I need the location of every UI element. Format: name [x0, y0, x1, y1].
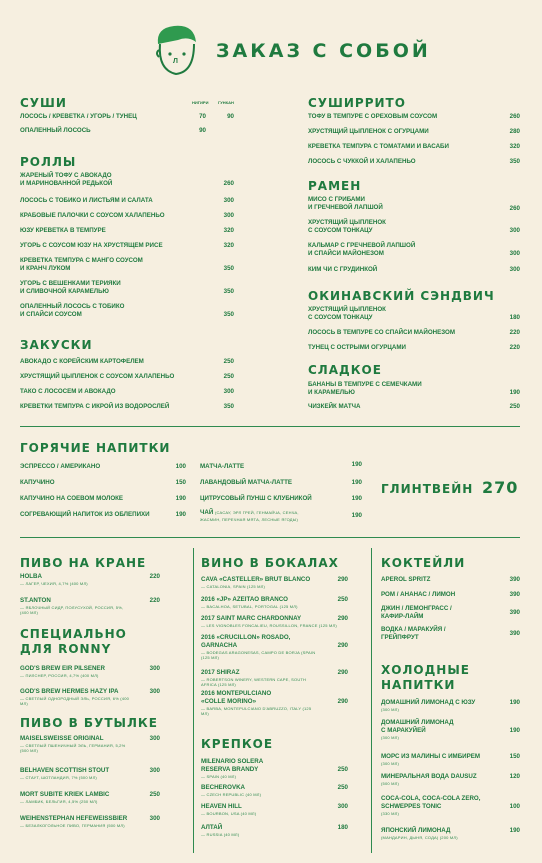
price: 300: [223, 197, 234, 204]
list-item: CAVA «CASTELLER» BRUT BLANCO — CATALONIA, SPAIN (125 МЛ): [201, 576, 311, 589]
column-divider: [193, 548, 194, 853]
list-item: УГОРЬ С ВЕШЕНКАМИ ТЕРИЯКИ И СЛИВОЧНОЙ КАРАМЕЛЬЮ: [20, 280, 121, 295]
hot-title: ГОРЯЧИЕ НАПИТКИ: [20, 441, 171, 455]
list-item: КАЛЬМАР С ГРЕЧНЕВОЙ ЛАПШОЙ И СПАЙСИ МАЙОНЕЗОМ: [308, 242, 416, 257]
list-item: ТУНЕЦ С ОСТРЫМИ ОГУРЦАМИ: [308, 344, 406, 351]
price: 320: [223, 242, 234, 249]
list-item: ST.ANTON — ЯБЛОЧНЫЙ СИДР, ПОЛУСУХОЙ, РОССИЯ, 5%, (400 МЛ): [20, 597, 124, 615]
list-item: 2017 SAINT MARC CHARDONNAY — LES VIGNOBLES FONCALIEU, ROUSSILLON, FRANCE (125 МЛ): [201, 615, 337, 628]
list-item: ЛАВАНДОВЫЙ МАТЧА-ЛАТТЕ: [200, 479, 292, 486]
price: 260: [509, 205, 520, 212]
list-item: ОПАЛЕННЫЙ ЛОСОСЬ: [20, 127, 91, 134]
list-item: WEIHENSTEPHAN HEFEWEISSBIER — БЕЗАЛКОГОЛЬНОЕ ПИВО, ГЕРМАНИЯ (500 МЛ): [20, 815, 128, 828]
ramen-title: РАМЕН: [308, 179, 362, 193]
price: 390: [509, 609, 520, 616]
list-item: BELHAVEN SCOTTISH STOUT — СТАУТ, ШОТЛАНДИЯ, 7% (500 МЛ): [20, 767, 110, 780]
list-item: ЮЗУ КРЕВЕТКА В ТЕМПУРЕ: [20, 227, 106, 234]
price: 100: [175, 463, 186, 470]
list-item: ЦИТРУСОВЫЙ ПУНШ С КЛУБНИКОЙ: [200, 495, 312, 502]
page-title: ЗАКАЗ С СОБОЙ: [216, 40, 431, 62]
list-item: КАПУЧИНО: [20, 479, 55, 486]
price: 350: [223, 265, 234, 272]
list-item: ДОМАШНИЙ ЛИМОНАД С ЮЗУ (300 МЛ): [381, 699, 476, 712]
sushi-col2-header: ГУНКАН: [218, 100, 234, 105]
list-item: МАТЧА-ЛАТТЕ: [200, 463, 245, 470]
snacks-title: ЗАКУСКИ: [20, 338, 93, 352]
list-item: MAISELSWEISSE ORIGINAL — СВЕТЛЫЙ ПШЕНИЧНЫЙ ЭЛЬ, ГЕРМАНИЯ, 5,2% (500 МЛ): [20, 735, 126, 753]
price: 290: [337, 669, 348, 676]
list-item: APEROL SPRITZ: [381, 576, 431, 583]
list-item: КРЕВЕТКА ТЕМПУРА С МАНГО СОУСОМ И КРАНЧ ЛУКОМ: [20, 257, 143, 272]
list-item: РОМ / АНАНАС / ЛИМОН: [381, 591, 456, 598]
list-item: ВОДКА / МАРАКУЙЯ / ГРЕЙПФРУТ: [381, 626, 446, 641]
list-item: HOLBA — ЛАГЕР, ЧЕХИЯ, 4,7% (400 МЛ): [20, 573, 88, 586]
price: 250: [149, 791, 160, 798]
list-item: ОПАЛЕННЫЙ ЛОСОСЬ С ТОБИКО И СПАЙСИ СОУСОМ: [20, 303, 125, 318]
price: 390: [509, 576, 520, 583]
list-item: КРЕВЕТКА ТЕМПУРА С ТОМАТАМИ И ВАСАБИ: [308, 143, 449, 150]
price: 70: [199, 113, 206, 120]
logo: [152, 22, 200, 78]
list-item: ЛОСОСЬ / КРЕВЕТКА / УГОРЬ / ТУНЕЦ: [20, 113, 137, 120]
price: 350: [223, 311, 234, 318]
list-item: ЛОСОСЬ С ТОБИКО И ЛИСТЬЯМ И САЛАТА: [20, 197, 153, 204]
list-item: ТАКО С ЛОСОСЕМ И АВОКАДО: [20, 388, 116, 395]
special-title: СПЕЦИАЛЬНО ДЛЯ RONNY: [20, 627, 127, 656]
list-item: ЧАЙ (САСАУ, ЭРЛ ГРЕЙ, ГЕНМАЙЧА, СЕНЧА, ЖАСМИН, ПЕРЕЧНАЯ МЯТА, ЛЕСНЫЕ ЯГОДЫ): [200, 509, 299, 522]
price: 300: [337, 803, 348, 810]
price: 190: [509, 827, 520, 834]
price: 250: [509, 403, 520, 410]
list-item: МИСО С ГРИБАМИ И ГРЕЧНЕВОЙ ЛАПШОЙ: [308, 196, 383, 211]
cocktails-title: КОКТЕЙЛИ: [381, 556, 466, 570]
sushi-title: СУШИ: [20, 96, 67, 110]
price: 150: [175, 479, 186, 486]
price: 260: [223, 180, 234, 187]
list-item: АВОКАДО С КОРЕЙСКИМ КАРТОФЕЛЕМ: [20, 358, 144, 365]
price: 390: [509, 591, 520, 598]
price: 250: [337, 766, 348, 773]
price: 290: [337, 615, 348, 622]
list-item: КИМ ЧИ С ГРУДИНКОЙ: [308, 266, 378, 273]
list-item: ХРУСТЯЩИЙ ЦЫПЛЕНОК С СОУСОМ ТОНКАЦУ: [308, 306, 386, 321]
list-item: МОРС ИЗ МАЛИНЫ С ИМБИРЕМ (300 МЛ): [381, 753, 480, 766]
price: 120: [509, 773, 520, 780]
list-item: GOD'S BREW EIR PILSENER — ПИЛСНЕР, РОССИЯ, 4,7% (400 МЛ): [20, 665, 106, 678]
cold-title: ХОЛОДНЫЕ НАПИТКИ: [381, 663, 470, 692]
price: 220: [149, 597, 160, 604]
divider: [20, 426, 520, 427]
price: 300: [149, 688, 160, 695]
okinawa-title: ОКИНАВСКИЙ СЭНДВИЧ: [308, 289, 495, 303]
price: 150: [509, 753, 520, 760]
list-item: BECHEROVKA — CZECH REPUBLIC (40 МЛ): [201, 784, 262, 797]
strong-title: КРЕПКОЕ: [201, 737, 274, 751]
list-item: COCA-COLA, COCA-COLA ZERO, SCHWEPPES TONIC (330 МЛ): [381, 795, 481, 816]
list-item: ЭСПРЕССО / АМЕРИКАНО: [20, 463, 101, 470]
gluhwein-price: 270: [482, 478, 519, 497]
price: 190: [351, 479, 362, 486]
logo-text: Л: [173, 58, 178, 65]
price: 290: [337, 576, 348, 583]
price: 190: [509, 727, 520, 734]
price: 300: [509, 250, 520, 257]
list-item: 2016 «JP» AZEITAO BRANCO — BACALHOA, SETUBAL, PORTOGAL (125 МЛ): [201, 596, 298, 609]
price: 320: [223, 227, 234, 234]
price: 390: [509, 630, 520, 637]
price: 220: [509, 329, 520, 336]
price: 350: [223, 403, 234, 410]
list-item: УГОРЬ С СОУСОМ ЮЗУ НА ХРУСТЯЩЕМ РИСЕ: [20, 242, 163, 249]
price: 190: [175, 495, 186, 502]
list-item: 2017 SHIRAZ — ROBERTSON WINERY, WESTERN CAPE, SOUTH AFRICA (125 МЛ): [201, 669, 307, 687]
price: 190: [351, 512, 362, 519]
list-item: КАПУЧИНО НА СОЕВОМ МОЛОКЕ: [20, 495, 124, 502]
price: 90: [227, 113, 234, 120]
price: 190: [509, 389, 520, 396]
price: 90: [199, 127, 206, 134]
list-item: ДЖИН / ЛЕМОНГРАСС / КАФИР-ЛАЙМ: [381, 605, 452, 620]
gluhwein-label: ГЛИНТВЕЙН: [381, 482, 474, 496]
list-item: КРЕВЕТКИ ТЕМПУРА С ИКРОЙ ИЗ ВОДОРОСЛЕЙ: [20, 403, 170, 410]
price: 300: [149, 767, 160, 774]
price: 260: [509, 113, 520, 120]
list-item: ЧИЗКЕЙК МАТЧА: [308, 403, 361, 410]
sushirrito-title: СУШИРРИТО: [308, 96, 406, 110]
list-item: КРАБОВЫЕ ПАЛОЧКИ С СОУСОМ ХАЛАПЕНЬО: [20, 212, 165, 219]
price: 290: [337, 698, 348, 705]
wine-title: ВИНО В БОКАЛАХ: [201, 556, 339, 570]
price: 300: [149, 665, 160, 672]
price: 300: [223, 388, 234, 395]
price: 300: [149, 735, 160, 742]
list-item: СОГРЕВАЮЩИЙ НАПИТОК ИЗ ОБЛЕПИХИ: [20, 511, 150, 518]
beer-bottle-title: ПИВО В БУТЫЛКЕ: [20, 716, 158, 730]
list-item: ТОФУ В ТЕМПУРЕ С ОРЕХОВЫМ СОУСОМ: [308, 113, 438, 120]
list-item: ЛОСОСЬ В ТЕМПУРЕ СО СПАЙСИ МАЙОНЕЗОМ: [308, 329, 455, 336]
price: 220: [509, 344, 520, 351]
list-item: MILENARIO SOLERA RESERVA BRANDY — SPAIN (40 МЛ): [201, 758, 264, 779]
price: 190: [175, 511, 186, 518]
list-item: ЯПОНСКИЙ ЛИМОНАД (МАНДАРИН, ДЫНЯ, СОДА) (200 МЛ): [381, 827, 458, 840]
list-item: GOD'S BREW HERMES HAZY IPA — СВЕТЛЫЙ ОДНОРОДНЫЙ ЭЛЬ, РОССИЯ, 6% (400 МЛ): [20, 688, 130, 706]
price: 250: [223, 358, 234, 365]
price: 280: [509, 128, 520, 135]
list-item: МИНЕРАЛЬНАЯ ВОДА DAUSUZ (500 МЛ): [381, 773, 477, 786]
rolls-title: РОЛЛЫ: [20, 155, 77, 169]
list-item: 2016 MONTEPULCIANO «COLLE MORINO» — BARBA, MONTEPULCIANO D'ABRUZZO, ITALY (125 МЛ): [201, 690, 312, 716]
list-item: ХРУСТЯЩИЙ ЦЫПЛЕНОК С СОУСОМ ТОНКАЦУ: [308, 219, 386, 234]
price: 190: [351, 495, 362, 502]
list-item: ЛОСОСЬ С ЧУККОЙ И ХАЛАПЕНЬО: [308, 158, 416, 165]
list-item: 2016 «CRUCILLON» ROSADO, GARNACHA — BODEGAS ARAGONESAS, CAMPO DE BORJA (SPAIN (125 МЛ): [201, 634, 316, 660]
sweet-title: СЛАДКОЕ: [308, 363, 382, 377]
list-item: ХРУСТЯЩИЙ ЦЫПЛЕНОК С СОУСОМ ХАЛАПЕНЬО: [20, 373, 175, 380]
list-item: ЖАРЕНЫЙ ТОФУ С АВОКАДО И МАРИНОВАННОЙ РЕДЬКОЙ: [20, 172, 113, 187]
divider: [20, 537, 520, 538]
price: 190: [351, 461, 362, 468]
price: 300: [509, 266, 520, 273]
logo-face-icon: [152, 22, 200, 78]
price: 350: [509, 158, 520, 165]
price: 180: [337, 824, 348, 831]
price: 300: [149, 815, 160, 822]
price: 190: [509, 699, 520, 706]
price: 100: [509, 803, 520, 810]
price: 250: [337, 596, 348, 603]
price: 300: [223, 212, 234, 219]
price: 290: [337, 642, 348, 649]
list-item: MORT SUBITE KRIEK LAMBIC — ЛАМБИК, БЕЛЬГИЯ, 4,5% (250 МЛ): [20, 791, 110, 804]
price: 320: [509, 143, 520, 150]
list-item: ХРУСТЯЩИЙ ЦЫПЛЕНОК С ОГУРЦАМИ: [308, 128, 429, 135]
price: 220: [149, 573, 160, 580]
sushi-col1-header: НИГИРИ: [192, 100, 209, 105]
list-item: БАНАНЫ В ТЕМПУРЕ С СЕМЕЧКАМИ И КАРАМЕЛЬЮ: [308, 381, 422, 396]
price: 350: [223, 288, 234, 295]
price: 180: [509, 314, 520, 321]
price: 250: [337, 784, 348, 791]
price: 300: [509, 227, 520, 234]
price: 250: [223, 373, 234, 380]
list-item: ДОМАШНИЙ ЛИМОНАД С МАРАКУЙЕЙ (300 МЛ): [381, 719, 454, 740]
column-divider: [371, 548, 372, 853]
list-item: АЛТАЙ — RUSSIA (40 МЛ): [201, 824, 240, 837]
list-item: HEAVEN HILL — BOURBON, USA (40 МЛ): [201, 803, 257, 816]
beer-tap-title: ПИВО НА КРАНЕ: [20, 556, 147, 570]
